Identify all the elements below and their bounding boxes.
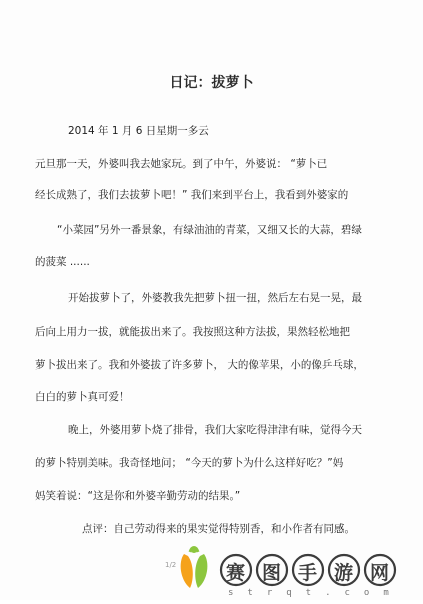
watermark-char: 手 (298, 562, 318, 584)
body-line: 开始拔萝卜了，外婆教我先把萝卜扭一扭，然后左右晃一晃，最 (68, 292, 362, 304)
body-line: 经长成熟了，我们去拔萝卜吧！” 我们来到平台上，我看到外婆家的 (35, 189, 349, 201)
body-line: 后向上用力一拔，就能拔出来了。我按照这种方法拔，果然轻松地把 (35, 326, 350, 338)
watermark-char: 赛 (226, 562, 246, 584)
watermark-char: 游 (334, 562, 354, 584)
body-line: 晚上，外婆用萝卜烧了排骨，我们大家吃得津津有味，觉得今天 (68, 424, 362, 436)
body-line: 元旦那一天，外婆叫我去她家玩。到了中午，外婆说： “萝卜已 (35, 158, 328, 170)
site-watermark-logo (174, 540, 419, 600)
body-line: 白白的萝卜真可爱！ (35, 391, 130, 403)
body-line: 的菠菜 ...... (35, 256, 90, 268)
watermark-char: 网 (370, 562, 390, 584)
watermark-url: strqt.com (228, 588, 403, 598)
body-line: 萝卜拔出来了。我和外婆拔了许多萝卜， 大的像苹果，小的像乒乓球， (35, 359, 364, 371)
page-number: 1/2 (165, 561, 177, 569)
body-line: 妈笑着说：“这是你和外婆辛勤劳动的结果。” (35, 490, 241, 502)
diary-dateline: 2014 年 1 月 6 日星期一多云 (68, 125, 209, 137)
watermark-char: 图 (262, 562, 282, 584)
commentary-line: 点评：自己劳动得来的果实觉得特别香，和小作者有同感。 (82, 523, 355, 535)
body-line: 的萝卜特别美味。我奇怪地问； “今天的萝卜为什么这样好吃？”妈 (35, 457, 344, 469)
document-title: 日记：拔萝卜 (169, 75, 254, 91)
body-line: “小菜园”另外一番景象，有绿油油的青菜，又细又长的大蒜，碧绿 (57, 224, 362, 236)
